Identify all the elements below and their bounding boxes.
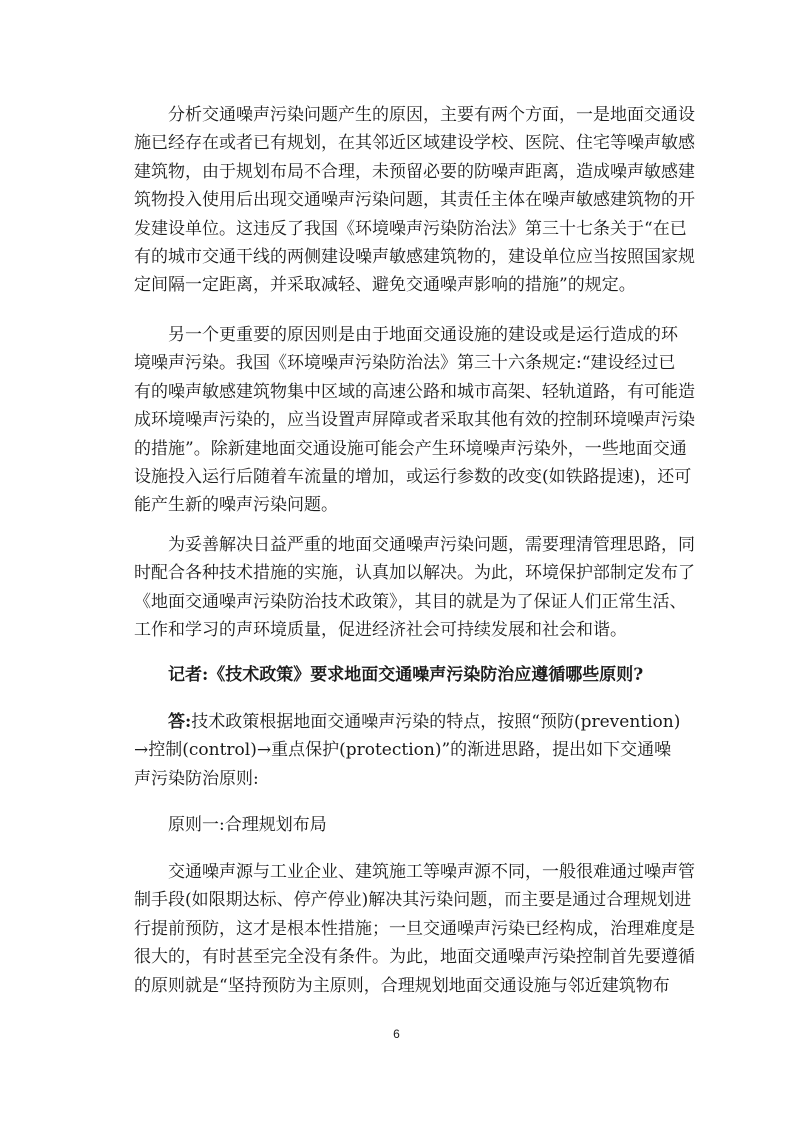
text-line: 境噪声污染。我国《环境噪声污染防治法》第三十六条规定:“建设经过已 (134, 353, 676, 374)
text-line: 成环境噪声污染的，应当设置声屏障或者采取其他有效的控制环境噪声污染 (134, 410, 695, 431)
text-line: 声污染防治原则: (134, 768, 259, 789)
text-line: 很大的，有时甚至完全没有条件。为此，地面交通噪声污染控制首先要遵循 (134, 947, 695, 968)
text-line: 有的噪声敏感建筑物集中区域的高速公路和城市高架、轻轨道路，有可能造 (134, 381, 695, 402)
paragraph-causes (134, 101, 695, 300)
text-line: 的原则就是“坚持预防为主原则，合理规划地面交通设施与邻近建筑物布 (134, 975, 670, 996)
text-line: 有的城市交通干线的两侧建设噪声敏感建筑物的，建设单位应当按照国家规 (134, 246, 695, 267)
text-line: 能产生新的噪声污染问题。 (134, 495, 338, 516)
answer-text: 技术政策根据地面交通噪声污染的特点，按照“预防(prevention) (191, 712, 681, 732)
answer-label: 答: (168, 712, 192, 732)
answer-paragraph (134, 708, 681, 793)
text-line: 定间隔一定距离，并采取减轻、避免交通噪声影响的措施”的规定。 (134, 275, 636, 296)
text-line: 发建设单位。这违反了我国《环境噪声污染防治法》第三十七条关于“在已 (134, 218, 687, 239)
text-line: 另一个更重要的原因则是由于地面交通设施的建设或是运行造成的环 (168, 325, 678, 345)
text-line: →控制(control)→重点保护(protection)”的渐进思路，提出如下交通噪 (134, 740, 672, 761)
text-line (134, 708, 681, 736)
text-line: 设施投入运行后随着车流量的增加，或运行参数的改变(如铁路提速)，还可 (134, 466, 692, 487)
text-line: 原则一:合理规划布局 (168, 815, 327, 835)
text-line: 工作和学习的声环境质量，促进经济社会可持续发展和社会和谐。 (134, 620, 627, 641)
text-line: 记者:《技术政策》要求地面交通噪声污染防治应遵循哪些原则? (168, 665, 644, 685)
text-line: 交通噪声源与工业企业、建筑施工等噪声源不同，一般很难通过噪声管 (168, 862, 695, 882)
text-line: 建筑物，由于规划布局不合理，未预留必要的防噪声距离，造成噪声敏感建 (134, 161, 695, 182)
paragraph-another-cause (134, 321, 695, 520)
text-line: 为妥善解决日益严重的地面交通噪声污染问题，需要理清管理思路，同 (168, 535, 695, 555)
text-line: 的措施”。除新建地面交通设施可能会产生环境噪声污染外，一些地面交通 (134, 438, 687, 459)
text-line: 分析交通噪声污染问题产生的原因，主要有两个方面，一是地面交通设 (168, 105, 695, 125)
text-line: 行提前预防，这才是根本性措施；一旦交通噪声污染已经构成，治理难度是 (134, 918, 695, 939)
text-line: 《地面交通噪声污染防治技术政策》，其目的就是为了保证人们正常生活、 (134, 591, 687, 612)
text-line: 时配合各种技术措施的实施，认真加以解决。为此，环境保护部制定发布了 (134, 563, 695, 584)
principle-one-heading (134, 811, 661, 839)
paragraph-principle-one (134, 858, 695, 1000)
page-number: 6 (393, 1027, 400, 1041)
text-line: 筑物投入使用后出现交通噪声污染问题，其责任主体在噪声敏感建筑物的开 (134, 190, 695, 211)
text-line: 施已经存在或者已有规划，在其邻近区域建设学校、医院、住宅等噪声敏感 (134, 133, 695, 154)
paragraph-policy (134, 531, 695, 645)
reporter-question (134, 661, 661, 689)
text-line: 制手段(如限期达标、停产停业)解决其污染问题，而主要是通过合理规划进 (134, 890, 692, 911)
